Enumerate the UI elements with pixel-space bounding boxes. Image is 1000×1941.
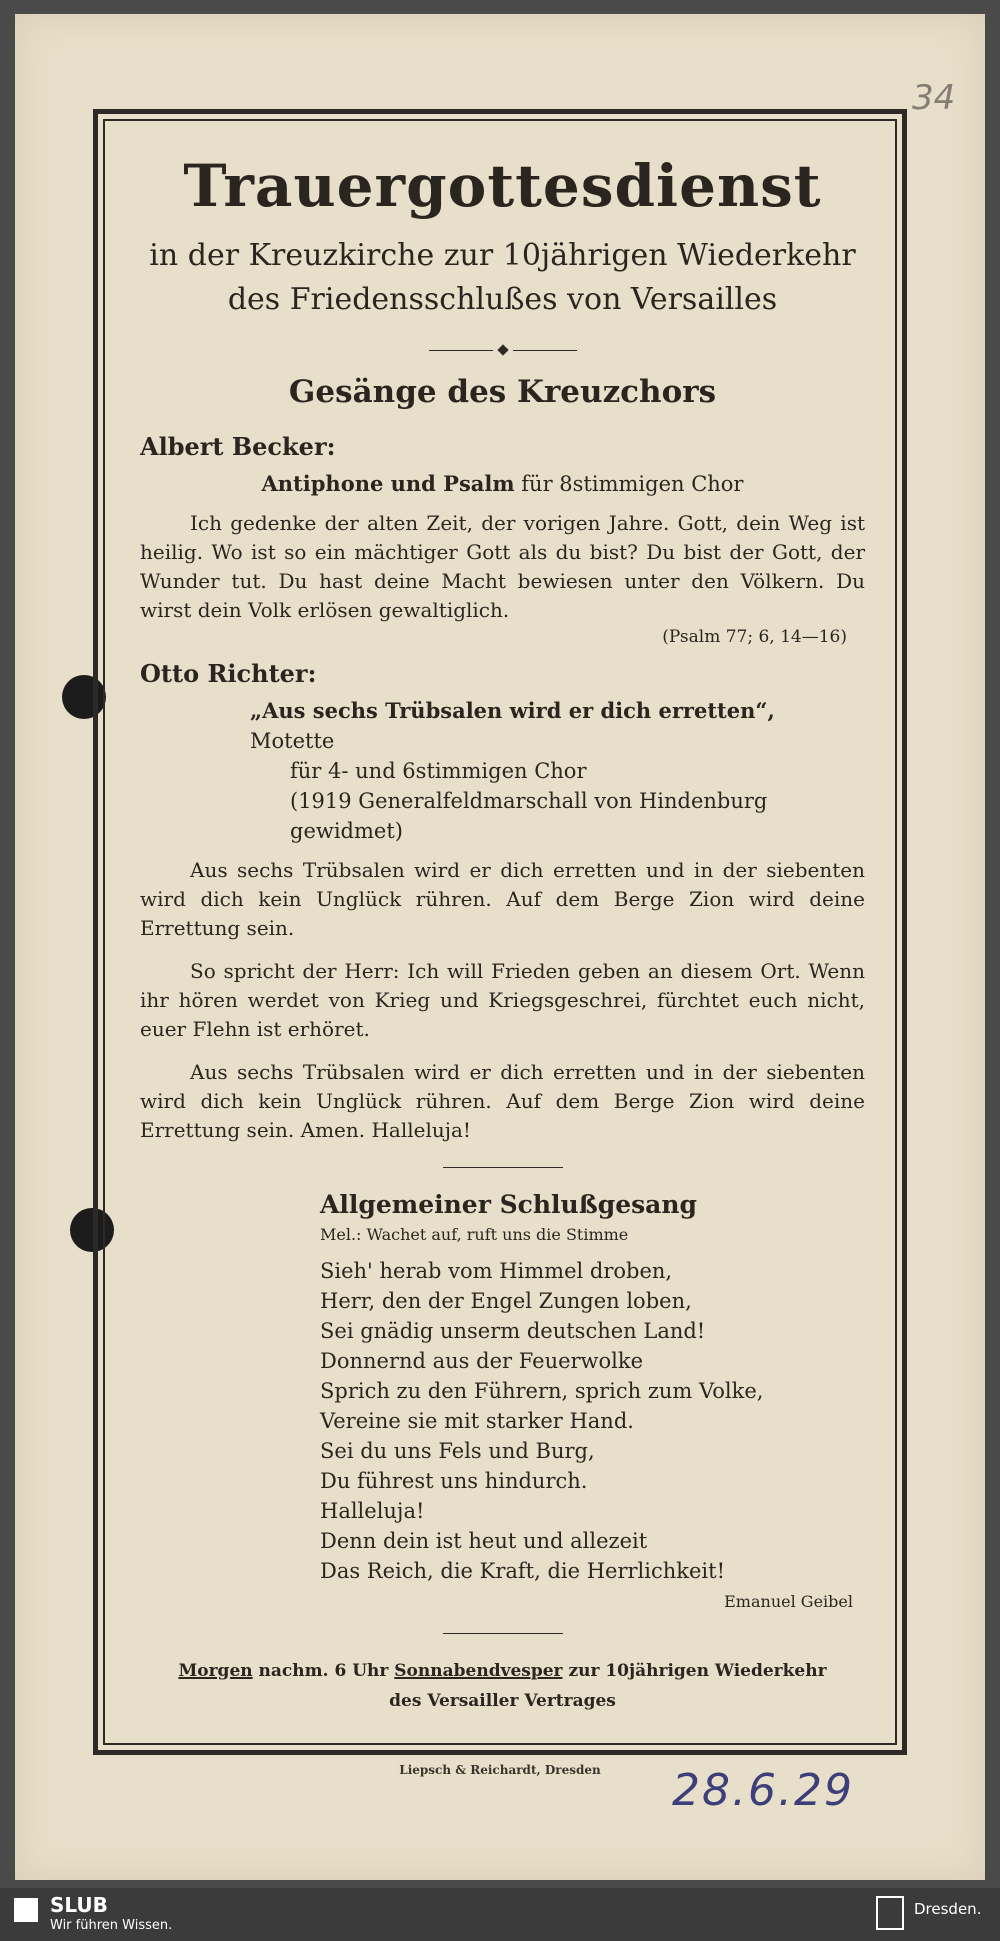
document-title: Trauergottesdienst [183, 152, 822, 220]
work-2-type: Motette [250, 729, 335, 753]
library-slogan: Wir führen Wissen. [50, 1918, 173, 1933]
notice-time: nachm. 6 Uhr [258, 1661, 389, 1681]
piece-2-paragraph-3: Aus sechs Trübsalen wird er dich erretten und in der siebenten wird dich kein Unglück rühren. Auf dem Berge Zion wird deine Errettung sein. Amen. Halleluja! [140, 1060, 865, 1142]
document-content [140, 150, 865, 1716]
slub-logo-icon[interactable] [14, 1898, 38, 1922]
verse-line: Sei gnädig unserm deutschen Land! [320, 1319, 706, 1343]
verse-line: Denn dein ist heut und allezeit [320, 1529, 648, 1553]
closing-title: Allgemeiner Schlußgesang [320, 1190, 698, 1219]
work-2-title [140, 696, 865, 846]
ornament-divider [140, 346, 865, 354]
verse-line: Du führest uns hindurch. [320, 1469, 588, 1493]
work-2-title-line [250, 696, 865, 756]
divider-rule-2 [443, 1633, 563, 1634]
verse-line: Sei du uns Fels und Burg, [320, 1439, 595, 1463]
section-title: Gesänge des Kreuzchors [288, 374, 717, 410]
dresden-crest-icon[interactable] [876, 1896, 904, 1930]
work-2-dedication: (1919 Generalfeldmarschall von Hindenburg gewidmet) [290, 789, 768, 843]
work-2-detail: für 4- und 6stimmigen Chor [290, 759, 587, 783]
notice-word-morgen: Morgen [178, 1661, 253, 1681]
notice-occasion: zur 10jährigen Wiederkehr [568, 1661, 827, 1681]
subtitle-line-2: des Friedensschlußes von Versailles [227, 282, 778, 317]
closing-melody: Mel.: Wachet auf, ruft uns die Stimme [320, 1225, 629, 1244]
closing-hymn [140, 1190, 865, 1611]
ornament-line-right [513, 350, 577, 351]
hymn-author: Emanuel Geibel [724, 1592, 853, 1611]
piece-2-paragraph-2: So spricht der Herr: Ich will Frieden geben an diesem Ort. Wenn ihr hören werdet von Krieg und Kriegsgeschrei, fürchtet euch nicht, euer Flehn ist erhöret. [140, 959, 865, 1041]
notice-vesper: Sonnabendvesper [394, 1661, 563, 1681]
notice-line-2: des Versailler Vertrages [389, 1691, 616, 1711]
work-1-title [140, 469, 865, 499]
event-notice [140, 1656, 865, 1716]
handwritten-date: 28.6.29 [672, 1765, 854, 1816]
verse-line: Herr, den der Engel Zungen loben, [320, 1289, 692, 1313]
subtitle-line-1: in der Kreuzkirche zur 10jährigen Wiederkehr [149, 238, 856, 273]
verse-line: Vereine sie mit starker Hand. [320, 1409, 634, 1433]
piece-1-text: Ich gedenke der alten Zeit, der vorigen Jahre. Gott, dein Weg ist heilig. Wo ist so ein mächtiger Gott als du bist? Du bist der Gott, der Wunder tut. Du hast deine Macht bewiesen unter den Völkern. Du wirst dein Volk erlösen gewaltiglich. [140, 511, 865, 622]
printer-imprint: Liepsch & Reichardt, Dresden [399, 1763, 601, 1777]
notice-line-1 [140, 1656, 865, 1686]
viewer-footer-bar [0, 1888, 1000, 1941]
psalm-reference: (Psalm 77; 6, 14—16) [662, 627, 847, 647]
ornament-diamond [497, 344, 508, 355]
work-1-detail: für 8stimmigen Chor [521, 472, 744, 496]
verse-line: Halleluja! [320, 1499, 425, 1523]
work-1-name: Antiphone und Psalm [261, 471, 515, 496]
ornament-line-left [429, 350, 493, 351]
verse-line: Sieh' herab vom Himmel droben, [320, 1259, 673, 1283]
composer-2: Otto Richter: [140, 659, 317, 688]
library-name[interactable]: SLUB [50, 1893, 108, 1917]
composer-1: Albert Becker: [140, 432, 336, 461]
verse-line: Donnernd aus der Feuerwolke [320, 1349, 644, 1373]
handwritten-number: 34 [912, 78, 956, 118]
piece-2-paragraph-1: Aus sechs Trübsalen wird er dich erretten und in der siebenten wird dich kein Unglück rühren. Auf dem Berge Zion wird deine Errettung sein. [140, 858, 865, 940]
divider-rule [443, 1167, 563, 1168]
work-2-name: „Aus sechs Trübsalen wird er dich erretten“, [250, 698, 775, 723]
verse-line: Das Reich, die Kraft, die Herrlichkeit! [320, 1559, 726, 1583]
document-subtitle [140, 234, 865, 322]
partner-name[interactable]: Dresden. [914, 1900, 982, 1918]
verse-line: Sprich zu den Führern, sprich zum Volke, [320, 1379, 764, 1403]
